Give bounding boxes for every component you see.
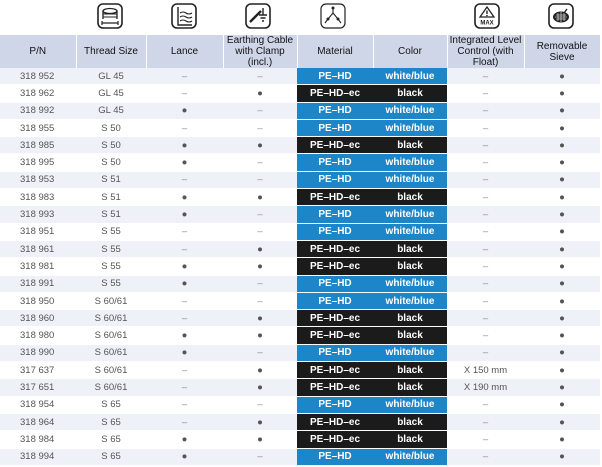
level-control-icon	[474, 3, 500, 29]
table-row	[0, 396, 600, 413]
table-body	[0, 68, 600, 465]
cell-thread: S 60/61	[76, 344, 146, 361]
cell-level: –	[447, 431, 524, 448]
table-row	[0, 413, 600, 430]
cell-earthing: –	[223, 68, 297, 85]
cell-earthing: ●	[223, 413, 297, 430]
cell-earthing: ●	[223, 85, 297, 102]
cell-level: –	[447, 344, 524, 361]
table-row	[0, 240, 600, 257]
cell-thread: GL 45	[76, 102, 146, 119]
cell-material: PE–HD	[297, 68, 373, 85]
table-row	[0, 85, 600, 102]
cell-earthing: –	[223, 171, 297, 188]
cell-pn: 318 981	[0, 258, 76, 275]
cell-pn: 318 991	[0, 275, 76, 292]
cell-level: –	[447, 171, 524, 188]
cell-color: white/blue	[373, 68, 447, 85]
cell-sieve: ●	[524, 85, 600, 102]
cell-sieve: ●	[524, 223, 600, 240]
cell-lance: –	[146, 379, 223, 396]
cell-material: PE–HD	[297, 396, 373, 413]
cell-material: PE–HD	[297, 119, 373, 136]
cell-sieve: ●	[524, 396, 600, 413]
cell-earthing: ●	[223, 258, 297, 275]
cell-material: PE–HD–ec	[297, 310, 373, 327]
cell-sieve: ●	[524, 189, 600, 206]
cell-earthing: ●	[223, 310, 297, 327]
table-header	[0, 35, 600, 68]
header-thread-size: Thread Size	[76, 35, 146, 68]
cell-lance: –	[146, 85, 223, 102]
cell-level: X 150 mm	[447, 362, 524, 379]
cell-color: black	[373, 310, 447, 327]
cell-color: black	[373, 240, 447, 257]
cell-sieve: ●	[524, 344, 600, 361]
cell-pn: 318 962	[0, 85, 76, 102]
table-row	[0, 258, 600, 275]
cell-thread: S 65	[76, 448, 146, 465]
cell-thread: S 55	[76, 240, 146, 257]
cell-sieve: ●	[524, 154, 600, 171]
cell-level: –	[447, 68, 524, 85]
cell-level: –	[447, 240, 524, 257]
cell-thread: S 60/61	[76, 292, 146, 309]
cell-color: black	[373, 85, 447, 102]
cell-material: PE–HD–ec	[297, 137, 373, 154]
removable-sieve-icon	[548, 3, 574, 29]
cell-pn: 318 985	[0, 137, 76, 154]
cell-color: white/blue	[373, 396, 447, 413]
cell-pn: 318 952	[0, 68, 76, 85]
table-row	[0, 362, 600, 379]
cell-pn: 318 960	[0, 310, 76, 327]
cell-earthing: ●	[223, 431, 297, 448]
cell-level: –	[447, 154, 524, 171]
cell-thread: S 65	[76, 396, 146, 413]
cell-earthing: ●	[223, 379, 297, 396]
cell-earthing: ●	[223, 327, 297, 344]
cell-sieve: ●	[524, 292, 600, 309]
cell-color: black	[373, 258, 447, 275]
cell-sieve: ●	[524, 206, 600, 223]
cell-color: white/blue	[373, 275, 447, 292]
cell-pn: 318 961	[0, 240, 76, 257]
cell-thread: S 60/61	[76, 310, 146, 327]
header-earthing-line2: with Clamp (incl.)	[235, 46, 285, 68]
cell-level: –	[447, 413, 524, 430]
cell-lance: –	[146, 240, 223, 257]
header-material: Material	[297, 35, 373, 68]
thread-size-icon	[97, 3, 123, 29]
cell-lance: ●	[146, 137, 223, 154]
cell-thread: S 55	[76, 275, 146, 292]
cell-lance: –	[146, 171, 223, 188]
cell-material: PE–HD–ec	[297, 431, 373, 448]
cell-thread: S 60/61	[76, 362, 146, 379]
cell-earthing: ●	[223, 240, 297, 257]
cell-level: –	[447, 223, 524, 240]
cell-color: white/blue	[373, 171, 447, 188]
cell-material: PE–HD	[297, 448, 373, 465]
cell-lance: ●	[146, 327, 223, 344]
cell-color: white/blue	[373, 206, 447, 223]
cell-level: X 190 mm	[447, 379, 524, 396]
cell-pn: 318 994	[0, 448, 76, 465]
table-row	[0, 327, 600, 344]
cell-material: PE–HD	[297, 292, 373, 309]
header-earthing	[223, 35, 297, 68]
cell-material: PE–HD	[297, 154, 373, 171]
cell-color: black	[373, 189, 447, 206]
cell-lance: ●	[146, 102, 223, 119]
cell-earthing: –	[223, 344, 297, 361]
cell-earthing: –	[223, 119, 297, 136]
table-row	[0, 119, 600, 136]
cell-lance: ●	[146, 275, 223, 292]
cell-thread: GL 45	[76, 85, 146, 102]
cell-earthing: –	[223, 396, 297, 413]
cell-material: PE–HD	[297, 223, 373, 240]
cell-earthing: –	[223, 292, 297, 309]
cell-pn: 318 990	[0, 344, 76, 361]
cell-sieve: ●	[524, 327, 600, 344]
cell-pn: 318 983	[0, 189, 76, 206]
cell-pn: 318 980	[0, 327, 76, 344]
cell-pn: 318 954	[0, 396, 76, 413]
cell-sieve: ●	[524, 310, 600, 327]
cell-sieve: ●	[524, 275, 600, 292]
cell-pn: 317 637	[0, 362, 76, 379]
cell-thread: S 60/61	[76, 327, 146, 344]
cell-earthing: ●	[223, 189, 297, 206]
cell-lance: –	[146, 223, 223, 240]
cell-color: white/blue	[373, 448, 447, 465]
cell-material: PE–HD–ec	[297, 85, 373, 102]
cell-pn: 318 984	[0, 431, 76, 448]
cell-thread: S 55	[76, 223, 146, 240]
cell-sieve: ●	[524, 119, 600, 136]
cell-color: black	[373, 379, 447, 396]
level-badge-text: MAX	[480, 20, 494, 27]
cell-level: –	[447, 206, 524, 223]
cell-material: PE–HD	[297, 206, 373, 223]
product-table	[0, 35, 601, 466]
cell-level: –	[447, 327, 524, 344]
material-icon	[320, 3, 346, 29]
table-row	[0, 189, 600, 206]
cell-thread: S 51	[76, 206, 146, 223]
cell-earthing: –	[223, 206, 297, 223]
header-level-line2: Control (with Float)	[457, 46, 514, 68]
cell-earthing: ●	[223, 137, 297, 154]
cell-sieve: ●	[524, 362, 600, 379]
cell-pn: 318 993	[0, 206, 76, 223]
table-row	[0, 275, 600, 292]
cell-thread: GL 45	[76, 68, 146, 85]
cell-sieve: ●	[524, 413, 600, 430]
cell-lance: –	[146, 119, 223, 136]
cell-sieve: ●	[524, 102, 600, 119]
cell-lance: ●	[146, 344, 223, 361]
cell-color: black	[373, 362, 447, 379]
cell-earthing: ●	[223, 362, 297, 379]
cell-pn: 318 951	[0, 223, 76, 240]
cell-color: black	[373, 431, 447, 448]
cell-thread: S 60/61	[76, 379, 146, 396]
cell-earthing: –	[223, 448, 297, 465]
cell-lance: –	[146, 310, 223, 327]
cell-lance: –	[146, 413, 223, 430]
cell-level: –	[447, 258, 524, 275]
table-row	[0, 292, 600, 309]
lance-icon	[171, 3, 197, 29]
cell-lance: ●	[146, 189, 223, 206]
table-row	[0, 137, 600, 154]
table-row	[0, 102, 600, 119]
table-row	[0, 379, 600, 396]
table-row	[0, 431, 600, 448]
cell-material: PE–HD–ec	[297, 189, 373, 206]
cell-color: white/blue	[373, 223, 447, 240]
cell-material: PE–HD	[297, 171, 373, 188]
cell-lance: ●	[146, 154, 223, 171]
cell-material: PE–HD–ec	[297, 327, 373, 344]
cell-lance: ●	[146, 258, 223, 275]
cell-level: –	[447, 85, 524, 102]
cell-material: PE–HD	[297, 275, 373, 292]
earthing-cable-icon	[245, 3, 271, 29]
header-lance: Lance	[146, 35, 223, 68]
cell-thread: S 65	[76, 413, 146, 430]
cell-thread: S 51	[76, 171, 146, 188]
cell-sieve: ●	[524, 171, 600, 188]
cell-pn: 318 953	[0, 171, 76, 188]
cell-thread: S 50	[76, 137, 146, 154]
cell-level: –	[447, 292, 524, 309]
header-pn: P/N	[0, 35, 76, 68]
cell-level: –	[447, 396, 524, 413]
cell-sieve: ●	[524, 258, 600, 275]
table-row	[0, 171, 600, 188]
cell-thread: S 51	[76, 189, 146, 206]
cell-lance: –	[146, 68, 223, 85]
table-row	[0, 154, 600, 171]
cell-material: PE–HD–ec	[297, 362, 373, 379]
cell-lance: –	[146, 396, 223, 413]
cell-thread: S 50	[76, 119, 146, 136]
table-row	[0, 206, 600, 223]
cell-thread: S 65	[76, 431, 146, 448]
cell-earthing: –	[223, 275, 297, 292]
cell-color: white/blue	[373, 292, 447, 309]
cell-level: –	[447, 448, 524, 465]
cell-lance: –	[146, 362, 223, 379]
cell-pn: 318 992	[0, 102, 76, 119]
cell-color: white/blue	[373, 154, 447, 171]
cell-thread: S 50	[76, 154, 146, 171]
cell-color: white/blue	[373, 344, 447, 361]
table-row	[0, 68, 600, 85]
cell-material: PE–HD	[297, 344, 373, 361]
cell-material: PE–HD–ec	[297, 413, 373, 430]
cell-level: –	[447, 137, 524, 154]
cell-pn: 317 651	[0, 379, 76, 396]
header-earthing-line1: Earthing Cable	[226, 35, 294, 46]
cell-level: –	[447, 189, 524, 206]
cell-color: black	[373, 137, 447, 154]
cell-material: PE–HD–ec	[297, 258, 373, 275]
cell-sieve: ●	[524, 240, 600, 257]
cell-lance: ●	[146, 206, 223, 223]
table-row	[0, 448, 600, 465]
header-color: Color	[373, 35, 447, 68]
cell-material: PE–HD	[297, 102, 373, 119]
header-level-control	[447, 35, 524, 68]
cell-color: black	[373, 413, 447, 430]
cell-earthing: –	[223, 102, 297, 119]
cell-color: white/blue	[373, 119, 447, 136]
cell-lance: ●	[146, 448, 223, 465]
cell-earthing: –	[223, 154, 297, 171]
cell-level: –	[447, 275, 524, 292]
cell-material: PE–HD–ec	[297, 240, 373, 257]
cell-level: –	[447, 119, 524, 136]
cell-color: white/blue	[373, 102, 447, 119]
table-row	[0, 344, 600, 361]
cell-lance: ●	[146, 431, 223, 448]
table-row	[0, 310, 600, 327]
cell-sieve: ●	[524, 431, 600, 448]
cell-level: –	[447, 102, 524, 119]
cell-thread: S 55	[76, 258, 146, 275]
cell-pn: 318 995	[0, 154, 76, 171]
cell-pn: 318 964	[0, 413, 76, 430]
column-icons-row	[0, 0, 602, 34]
cell-sieve: ●	[524, 68, 600, 85]
cell-sieve: ●	[524, 448, 600, 465]
cell-sieve: ●	[524, 379, 600, 396]
cell-earthing: –	[223, 223, 297, 240]
cell-pn: 318 955	[0, 119, 76, 136]
cell-color: black	[373, 327, 447, 344]
cell-sieve: ●	[524, 137, 600, 154]
cell-pn: 318 950	[0, 292, 76, 309]
header-level-line1: Integrated Level	[449, 35, 522, 46]
table-row	[0, 223, 600, 240]
header-removable-sieve: Removable Sieve	[524, 35, 600, 68]
cell-lance: –	[146, 292, 223, 309]
cell-material: PE–HD–ec	[297, 379, 373, 396]
cell-level: –	[447, 310, 524, 327]
